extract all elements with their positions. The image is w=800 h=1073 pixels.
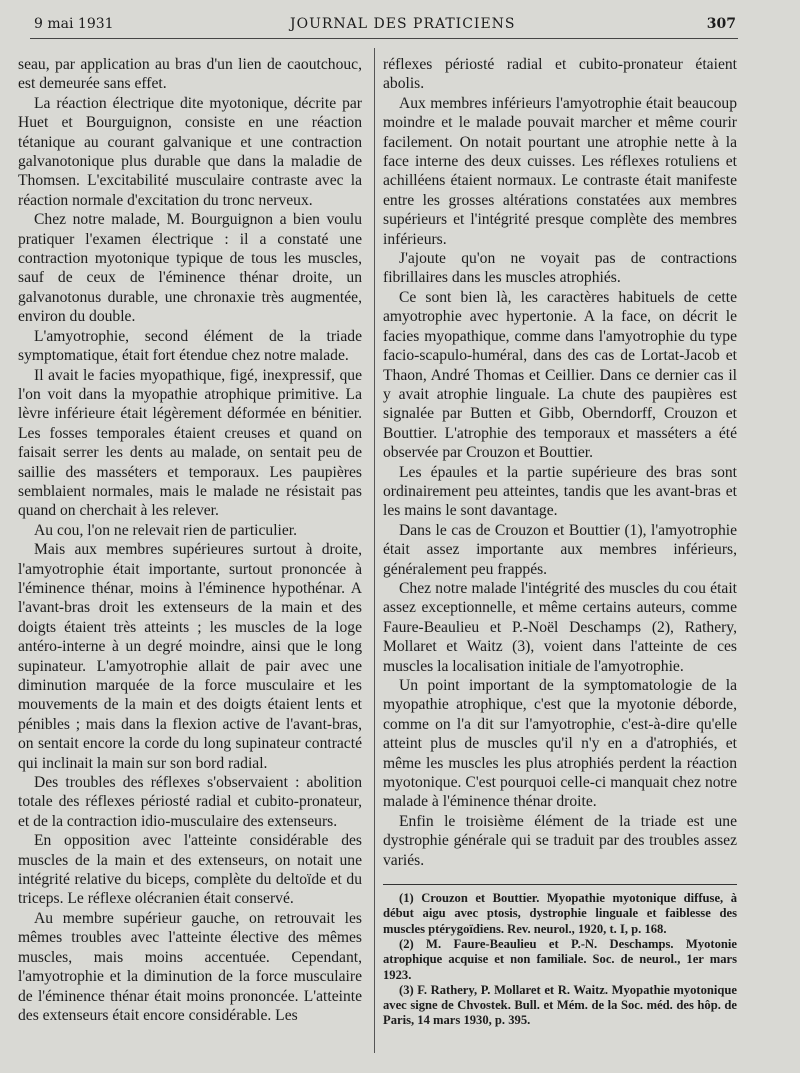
paragraph: seau, par application au bras d'un lien de caoutchouc, est demeurée sans effet.	[18, 56, 362, 93]
footnote: (3) F. Rathery, P. Mollaret et R. Waitz. Myopathie myotonique avec signe de Chvostek. Bull. et Mém. de la Soc. méd. des hôp. de Paris, 14 mars 1930, p. 395.	[383, 982, 737, 1028]
paragraph: réflexes périosté radial et cubito-pronateur étaient abolis.	[383, 56, 737, 93]
paragraph: Il avait le facies myopathique, figé, inexpressif, que l'on voit dans la myopathie atrophique primitive. La lèvre inférieure était légèrement déformée en bénitier. Les fosses temporales étaient creuses et quand on faisait serrer les dents au malade, on sentait peu de saillie des masséters et temporaux. Les paupières semblaient normales, mais le malade ne résistait pas quand on cherchait à les relever.	[18, 366, 362, 520]
paragraph: Au membre supérieur gauche, on retrouvait les mêmes troubles avec l'atteinte élective des mêmes muscles, mais moins accentuée. Cependant, l'amyotrophie et la diminution de la force musculaire de l'éminence thénar était moins prononcée. L'atteinte des extenseurs était encore considérable. Les	[18, 909, 362, 1024]
paragraph: Aux membres inférieurs l'amyotrophie était beaucoup moindre et le malade pouvait marcher et même courir facilement. On notait pourtant une atrophie nette à la face interne des deux cuisses. Les réflexes rotuliens et achilléens étaient normaux. Le contraste était manifeste entre les grosses altérations constatées aux membres supérieurs et l'intégrité presque complète des membres inférieurs.	[383, 94, 737, 248]
paragraph: Chez notre malade, M. Bourguignon a bien voulu pratiquer l'examen électrique : il a constaté une contraction myotonique typique de tous les muscles, sauf de ceux de l'éminence thénar droite, un galvanotonus durable, une chronaxie très augmentée, environ du double.	[18, 211, 362, 326]
paragraph: Au cou, l'on ne relevait rien de particulier.	[34, 521, 298, 539]
journal-title: JOURNAL DES PRATICIENS	[290, 16, 516, 32]
paragraph: Les épaules et la partie supérieure des bras sont ordinairement peu atteintes, tandis que les avant-bras et les mains le sont davantage.	[383, 463, 737, 520]
paragraph: La réaction électrique dite myotonique, décrite par Huet et Bourguignon, consiste en une réaction tétanique au courant galvanique et une contraction galvanotonique plus durable que dans la maladie de Thomsen. L'excitabilité musculaire contraste avec la réaction normale d'excitation du tronc nerveux.	[18, 94, 362, 209]
right-column	[383, 55, 737, 1029]
issue-date: 9 mai 1931	[34, 16, 114, 32]
paragraph: L'amyotrophie, second élément de la triade symptomatique, était fort étendue chez notre malade.	[18, 327, 362, 365]
paragraph: Chez notre malade l'intégrité des muscles du cou était assez exceptionnelle, et même certains auteurs, comme Faure-Beaulieu et P.-Noël Deschamps (2), Rathery, Mollaret et Waitz (3), voient dans l'atteinte de ces muscles la localisation initiale de l'amyotrophie.	[383, 579, 737, 675]
left-column	[18, 55, 362, 1025]
page-number: 307	[706, 16, 736, 32]
header-rule	[30, 38, 738, 39]
footnote-rule	[383, 884, 737, 885]
column-divider	[374, 48, 375, 1053]
paragraph: En opposition avec l'atteinte considérable des muscles de la main et des extenseurs, on notait une intégrité relative du biceps, complète du deltoïde et du triceps. Le réflexe olécranien était conservé.	[18, 832, 362, 908]
paragraph: J'ajoute qu'on ne voyait pas de contractions fibrillaires dans les muscles atrophiés.	[383, 250, 737, 287]
running-header	[30, 16, 742, 38]
paragraph: Mais aux membres supérieures surtout à droite, l'amyotrophie était importante, surtout prononcée à l'éminence thénar, moins à l'éminence hypothénar. A l'avant-bras droit les extenseurs de la main et des doigts étaient très atteints ; les muscles de la loge antéro-interne à un degré moindre, ainsi que le long supinateur. L'amyotrophie allait de pair avec une diminution marquée de la force musculaire et les mouvements de la main et des doigts étaient lents et pénibles ; mais dans la flexion active de l'avant-bras, on sentait encore la corde du long supinateur contracté qui inclinait la main sur son bord radial.	[18, 541, 362, 772]
paragraph: Des troubles des réflexes s'observaient : abolition totale des réflexes périosté radial et cubito-pronateur, et de la contraction idio-musculaire des extenseurs.	[18, 774, 362, 830]
footnote: (2) M. Faure-Beaulieu et P.-N. Deschamps. Myotonie atrophique acquise et non familiale. Soc. de neurol., 1er mars 1923.	[383, 936, 737, 982]
footnote: (1) Crouzon et Bouttier. Myopathie myotonique diffuse, à début aigu avec ptosis, dystrophie linguale et faiblesse des muscles ptérygoïdiens. Rev. neurol., 1920, t. I, p. 168.	[383, 891, 737, 936]
paragraph: Un point important de la symptomatologie de la myopathie atrophique, c'est que la myotonie déborde, comme on l'a dit sur l'amyotrophie, c'est-à-dire qu'elle atteint plus de muscles qu'il n'y en a d'atrophiés, et même les muscles les plus atrophiés perdent la réaction myotonique. C'est pourquoi celle-ci manquait chez notre malade à l'éminence thénar droite.	[383, 677, 737, 811]
paragraph: Dans le cas de Crouzon et Bouttier (1), l'amyotrophie était assez importante aux membres inférieurs, généralement peu frappés.	[383, 521, 737, 578]
paragraph: Ce sont bien là, les caractères habituels de cette amyotrophie avec hypertonie. A la face, on décrit le facies myopathique, comme dans l'amyotrophie du type facio-scapulo-huméral, dans des cas de Lortat-Jacob et Thaon, André Thomas et Ceillier. Dans ce dernier cas il y avait atrophie linguale. La chute des paupières est signalée par Butten et Gibb, Oberndorff, Crouzon et Bouttier. L'atrophie des temporaux et masséters a été observée par Crouzon et Bouttier.	[383, 288, 737, 462]
paragraph: Enfin le troisième élément de la triade est une dystrophie générale qui se traduit par des troubles assez variés.	[383, 812, 737, 869]
